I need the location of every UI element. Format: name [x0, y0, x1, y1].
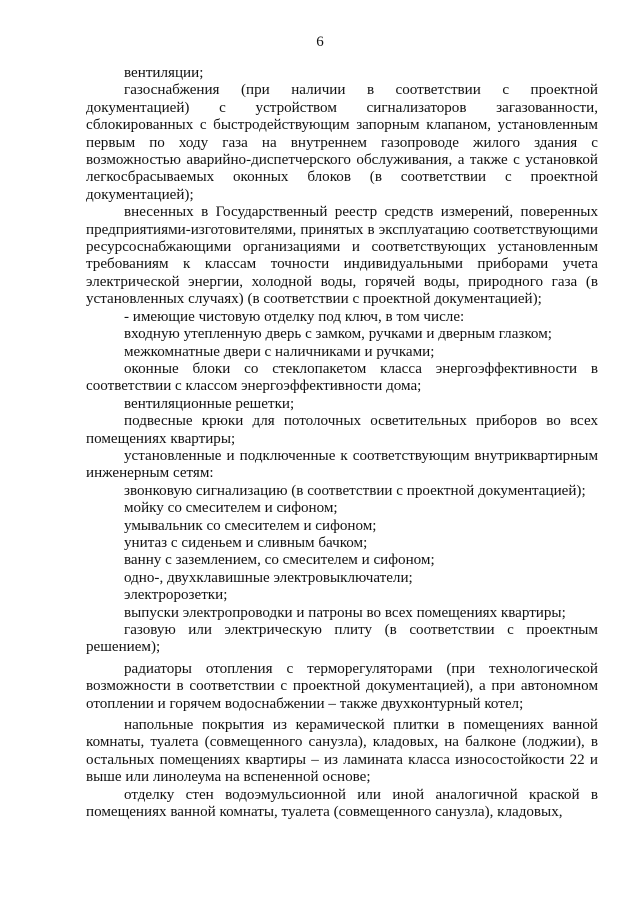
document-body: [86, 65, 598, 821]
paragraph: - имеющие чистовую отделку под ключ, в том числе:: [124, 308, 465, 325]
paragraph: установленные и подключенные к соответствующим внутриквартирным инженерным сетям:: [86, 447, 598, 482]
paragraph: вентиляционные решетки;: [124, 395, 295, 412]
paragraph: газоснабжения (при наличии в соответствии с проектной документацией) с устройством сигнализаторов загазованности, сблокированных с быстродействующим запорным клапаном, установленным первым по ходу газа на внутреннем газопроводе жилого здания с возможностью аварийно-диспетчерского обслуживания, а также с установкой легкосбрасываемых оконных блоков (в соответствии с проектной документацией);: [86, 82, 598, 203]
paragraph: подвесные крюки для потолочных осветительных приборов во всех помещениях квартиры;: [86, 413, 598, 447]
paragraph: мойку со смесителем и сифоном;: [124, 500, 338, 517]
paragraph: выпуски электропроводки и патроны во всех помещениях квартиры;: [124, 604, 566, 621]
paragraph: отделку стен водоэмульсионной или иной аналогичной краской в помещениях ванной комнаты, туалета (совмещенного санузла), кладовых,: [86, 786, 598, 821]
paragraph: газовую или электрическую плиту (в соответствии с проектным решением);: [86, 622, 598, 656]
paragraph: входную утепленную дверь с замком, ручками и дверным глазком;: [124, 326, 552, 343]
paragraph: внесенных в Государственный реестр средств измерений, поверенных предприятиями-изготовителями, принятых в эксплуатацию соответствующими ресурсоснабжающими организациями и соответствующих установленным требованиям к классам точности индивидуальными приборами учета электрической энергии, холодной воды, горячей воды, природного газа (в установленных случаях) (в соответствии с проектной документацией);: [86, 204, 598, 308]
paragraph: вентиляции;: [124, 65, 204, 81]
paragraph: напольные покрытия из керамической плитки в помещениях ванной комнаты, туалета (совмещенного санузла), кладовых, на балконе (лоджии), в остальных помещениях квартиры – из ламината класса износостойкости 22 и выше или линолеума на вспененной основе;: [86, 717, 598, 786]
paragraph: радиаторы отопления с терморегуляторами (при технологической возможности в соответствии с проектной документацией), а при автономном отоплении и горячем водоснабжении – также двухконтурный котел;: [86, 660, 598, 712]
paragraph: электророзетки;: [124, 587, 228, 604]
paragraph: ванну с заземлением, со смесителем и сифоном;: [124, 552, 435, 569]
paragraph: одно-, двухклавишные электровыключатели;: [124, 569, 413, 586]
paragraph: умывальник со смесителем и сифоном;: [124, 517, 377, 534]
page-number: 6: [316, 34, 324, 50]
paragraph: звонковую сигнализацию (в соответствии с проектной документацией);: [124, 482, 586, 499]
paragraph: межкомнатные двери с наличниками и ручками;: [124, 343, 435, 360]
paragraph: оконные блоки со стеклопакетом класса энергоэффективности в соответствии с классом энергоэффективности дома;: [86, 360, 598, 395]
paragraph: унитаз с сиденьем и сливным бачком;: [124, 534, 368, 551]
